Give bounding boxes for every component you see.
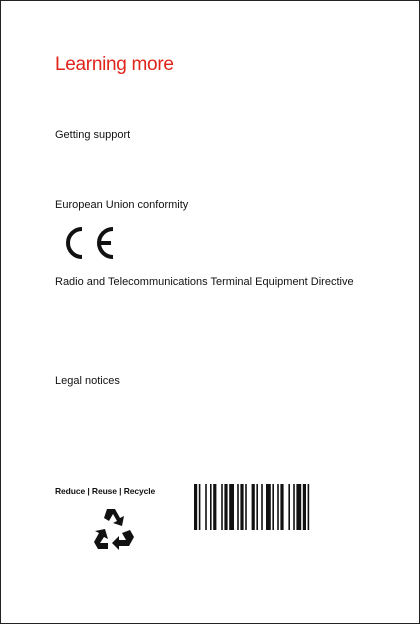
barcode-bar	[237, 484, 239, 530]
reduce-reuse-recycle-tagline: Reduce | Reuse | Recycle	[55, 486, 156, 496]
section-legal-notices: Legal notices	[55, 375, 120, 387]
section-rtte-directive: Radio and Telecommunications Terminal Equipment Directive	[55, 276, 354, 288]
barcode-bar	[256, 484, 258, 530]
barcode-bar	[303, 484, 306, 530]
barcode-bar	[266, 484, 271, 530]
barcode-bar	[261, 484, 263, 530]
barcode-bar	[221, 484, 223, 530]
barcode-bar	[296, 484, 301, 530]
barcode-icon	[194, 484, 364, 530]
barcode-bar	[280, 484, 283, 530]
barcode-bar	[277, 484, 279, 530]
barcode-bar	[210, 484, 212, 530]
barcode-bar	[224, 484, 227, 530]
barcode-bar	[245, 484, 247, 530]
barcode-bar	[205, 484, 207, 530]
barcode-bar	[252, 484, 255, 530]
barcode-bar	[229, 484, 234, 530]
barcode-bar	[308, 484, 310, 530]
section-eu-conformity: European Union conformity	[55, 199, 189, 211]
page-title: Learning more	[55, 54, 174, 75]
barcode-bar	[213, 484, 216, 530]
barcode-bar	[199, 484, 201, 530]
barcode-bar	[194, 484, 197, 530]
ce-mark-icon	[55, 226, 117, 260]
barcode-bar	[293, 484, 295, 530]
barcode-bar	[288, 484, 290, 530]
barcode-bar	[272, 484, 274, 530]
barcode-bar	[240, 484, 243, 530]
recycle-icon	[89, 505, 137, 553]
section-getting-support: Getting support	[55, 129, 131, 141]
